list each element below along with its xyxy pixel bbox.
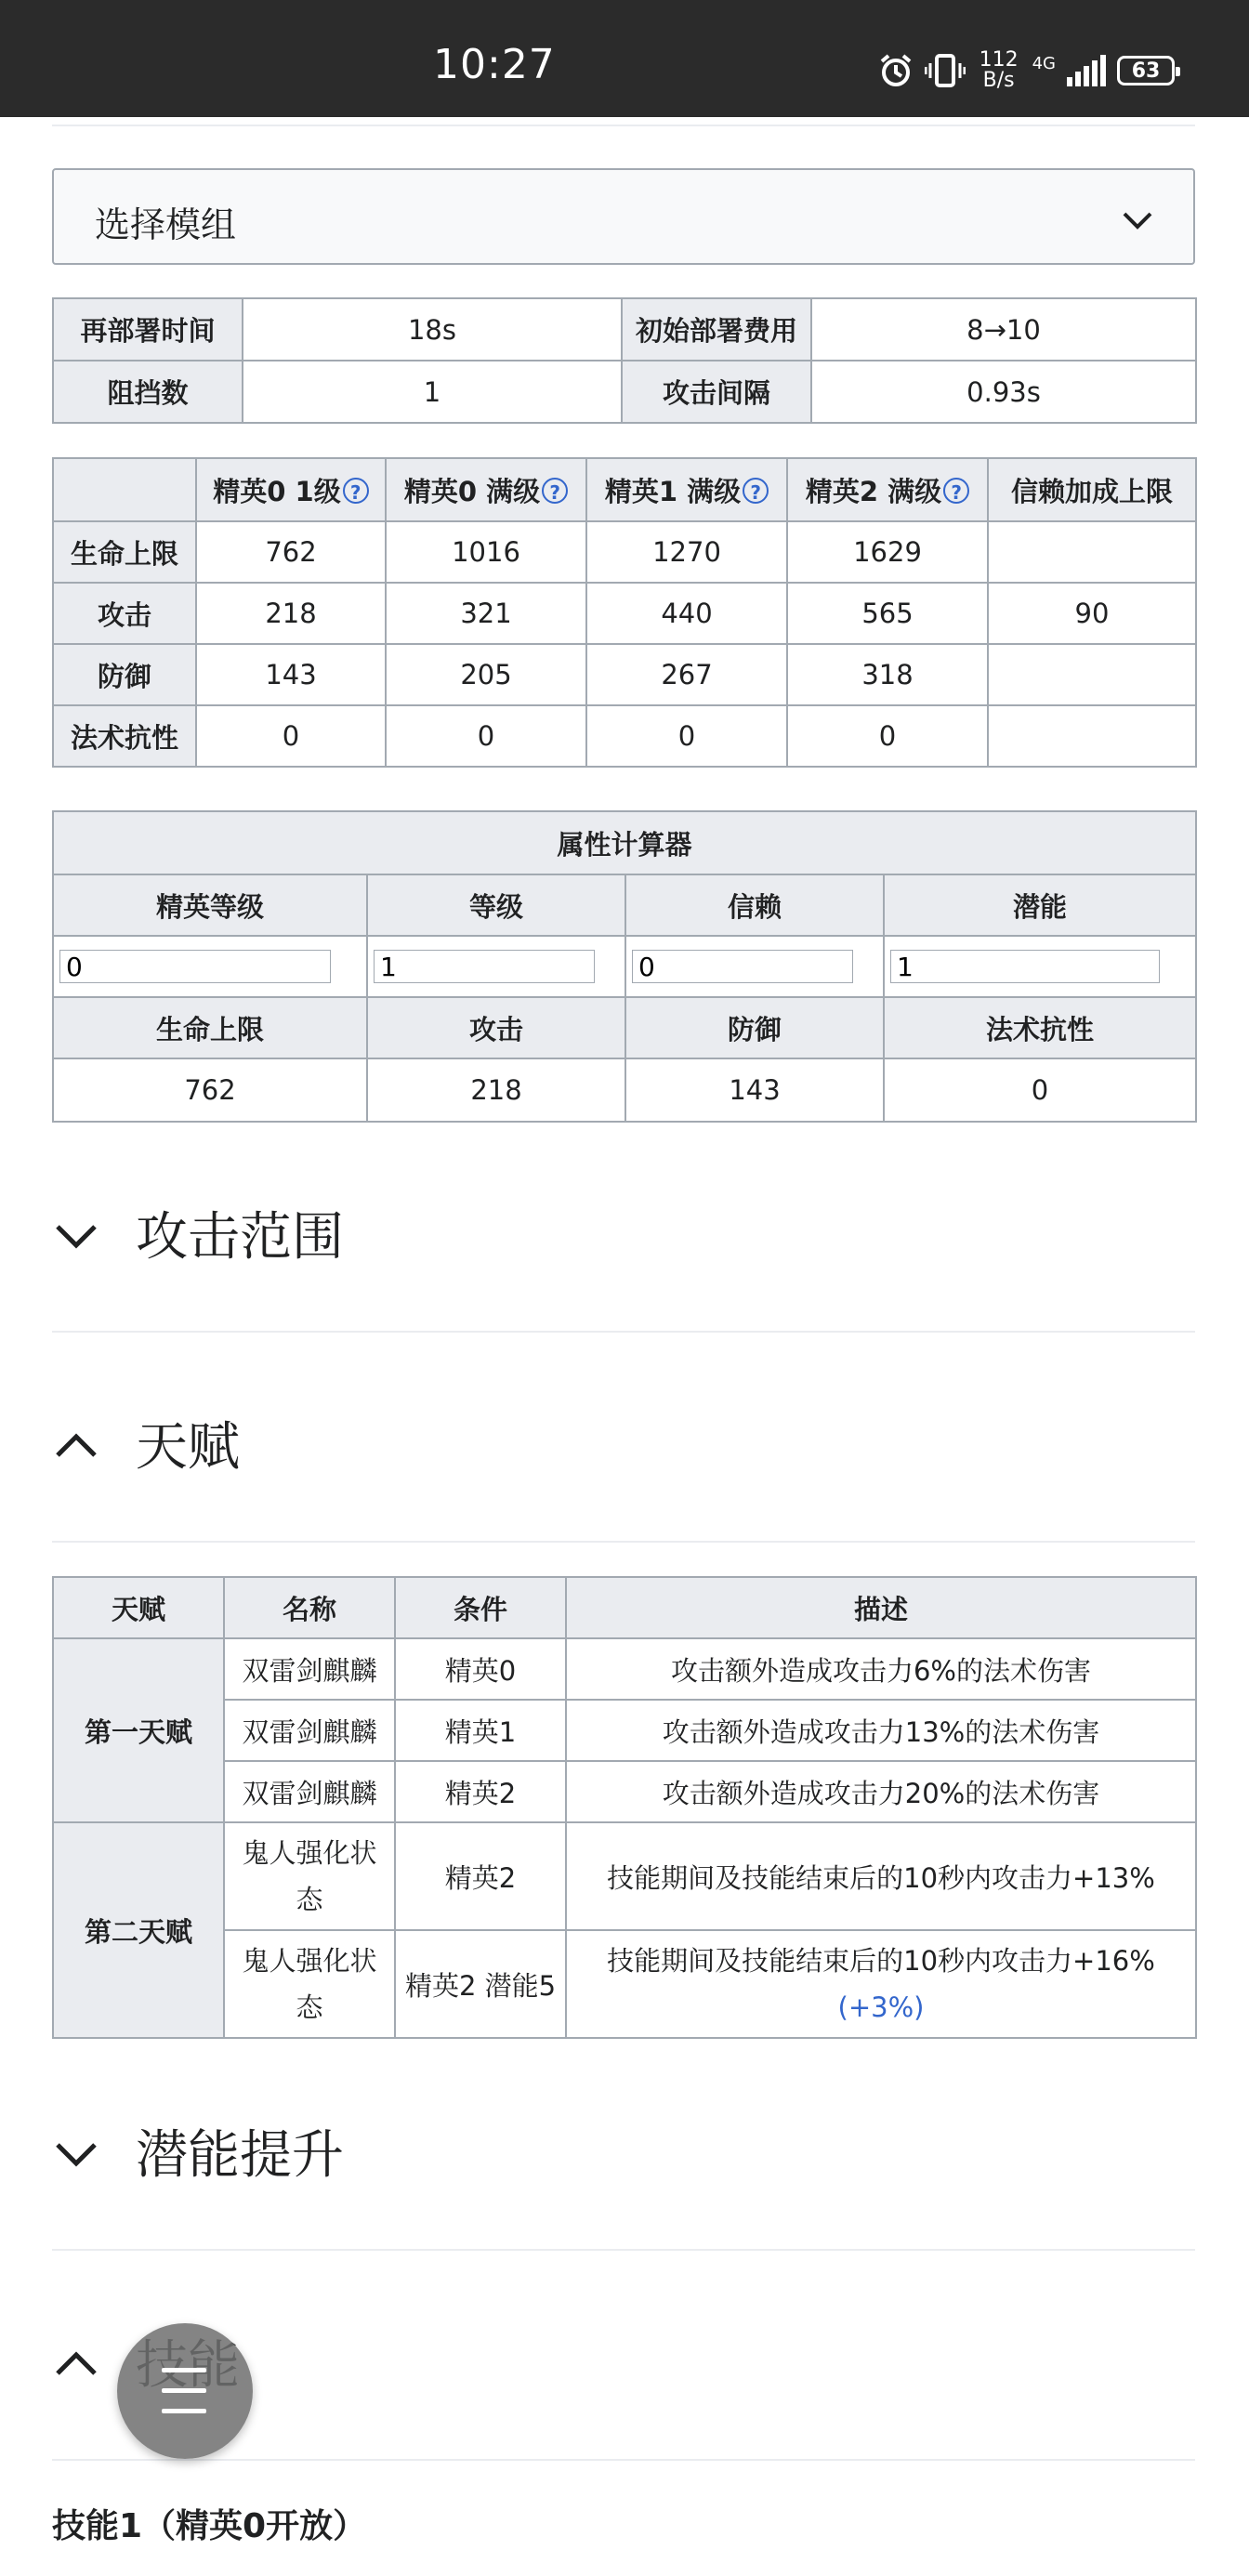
table-row	[53, 1700, 1196, 1761]
calc-header: 法术抗性	[884, 997, 1196, 1058]
cell: 267	[586, 644, 787, 705]
talent-name: 双雷剑麒麟	[224, 1638, 395, 1700]
section-potential[interactable]	[52, 2117, 1195, 2201]
alarm-icon	[878, 53, 914, 88]
stats-corner	[53, 458, 196, 521]
calc-header: 信赖	[625, 874, 884, 936]
chevron-up-icon	[52, 2340, 100, 2388]
cell: 90	[988, 583, 1196, 644]
talent-condition: 精英1	[395, 1700, 566, 1761]
cell: 1016	[386, 521, 586, 583]
calc-result: 762	[53, 1058, 367, 1122]
cell: 0	[787, 705, 988, 767]
talent-name: 双雷剑麒麟	[224, 1700, 395, 1761]
status-bar	[0, 0, 1249, 117]
cell: 1270	[586, 521, 787, 583]
chevron-down-icon	[52, 2130, 100, 2178]
table-row	[53, 583, 1196, 644]
stats-header: 精英0 1级 ?	[196, 458, 386, 521]
level-input[interactable]	[374, 950, 595, 983]
cell	[988, 705, 1196, 767]
talent-header: 描述	[566, 1577, 1196, 1638]
divider	[52, 2249, 1195, 2251]
deploy-table	[52, 297, 1197, 424]
redeploy-time-label: 再部署时间	[53, 298, 243, 361]
talent-header: 天赋	[53, 1577, 224, 1638]
section-title: 潜能提升	[136, 2125, 344, 2186]
section-title: 天赋	[136, 1417, 240, 1478]
table-row	[53, 644, 1196, 705]
block-count-label: 阻挡数	[53, 361, 243, 423]
stats-header: 信赖加成上限	[988, 458, 1196, 521]
help-icon[interactable]: ?	[743, 478, 769, 504]
status-icons	[878, 50, 1175, 91]
calc-header: 生命上限	[53, 997, 367, 1058]
deploy-cost-value: 8→10	[811, 298, 1196, 361]
divider	[52, 125, 1195, 126]
row-label: 防御	[53, 644, 196, 705]
divider	[52, 1331, 1195, 1333]
module-select[interactable]	[52, 168, 1195, 265]
talent-condition: 精英2	[395, 1822, 566, 1930]
trust-input[interactable]	[632, 950, 853, 983]
talent-description: 攻击额外造成攻击力6%的法术伤害	[566, 1638, 1196, 1700]
talent-description: 技能期间及技能结束后的10秒内攻击力+16% (+3%)	[566, 1930, 1196, 2038]
talent-name: 鬼人强化状态	[224, 1930, 395, 2038]
clock: 10:27	[433, 41, 556, 88]
stats-header: 精英0 满级 ?	[386, 458, 586, 521]
menu-icon	[162, 2368, 206, 2372]
calc-result: 218	[367, 1058, 625, 1122]
section-title: 攻击范围	[136, 1207, 344, 1268]
talent-header: 名称	[224, 1577, 395, 1638]
block-count-value: 1	[243, 361, 622, 423]
talent-group-first: 第一天赋	[53, 1638, 224, 1822]
divider	[52, 2459, 1195, 2461]
talent-table	[52, 1576, 1197, 2039]
talent-description: 攻击额外造成攻击力13%的法术伤害	[566, 1700, 1196, 1761]
section-attack-range[interactable]	[52, 1199, 1195, 1282]
calc-result: 143	[625, 1058, 884, 1122]
cell	[988, 521, 1196, 583]
cell: 565	[787, 583, 988, 644]
cell: 0	[586, 705, 787, 767]
signal-icon	[1067, 55, 1106, 86]
stats-header: 精英1 满级 ?	[586, 458, 787, 521]
talent-bonus: (+3%)	[837, 1991, 925, 2023]
chevron-up-icon	[52, 1422, 100, 1470]
table-row	[53, 1761, 1196, 1822]
help-icon[interactable]: ?	[343, 478, 369, 504]
potential-input[interactable]	[890, 950, 1160, 983]
calc-result: 0	[884, 1058, 1196, 1122]
calculator-title: 属性计算器	[53, 811, 1196, 874]
cell	[988, 644, 1196, 705]
cell: 218	[196, 583, 386, 644]
talent-description: 技能期间及技能结束后的10秒内攻击力+13%	[566, 1822, 1196, 1930]
cell: 143	[196, 644, 386, 705]
table-row	[53, 1638, 1196, 1700]
talent-condition: 精英2	[395, 1761, 566, 1822]
row-label: 生命上限	[53, 521, 196, 583]
attribute-calculator	[52, 810, 1197, 1123]
vibrate-icon	[925, 53, 966, 88]
calc-header: 攻击	[367, 997, 625, 1058]
help-icon[interactable]: ?	[943, 478, 969, 504]
module-select-label: 选择模组	[95, 204, 237, 245]
battery-icon: 63	[1117, 56, 1175, 85]
divider	[52, 1541, 1195, 1543]
calc-header: 等级	[367, 874, 625, 936]
chevron-down-icon	[52, 1212, 100, 1260]
section-talent[interactable]	[52, 1409, 1195, 1492]
talent-condition: 精英0	[395, 1638, 566, 1700]
calc-header: 防御	[625, 997, 884, 1058]
deploy-cost-label: 初始部署费用	[622, 298, 811, 361]
help-icon[interactable]: ?	[542, 478, 568, 504]
cell: 0	[196, 705, 386, 767]
network-type: 4G	[1032, 53, 1056, 73]
row-label: 攻击	[53, 583, 196, 644]
talent-group-second: 第二天赋	[53, 1822, 224, 2038]
talent-header: 条件	[395, 1577, 566, 1638]
cell: 318	[787, 644, 988, 705]
calc-header: 潜能	[884, 874, 1196, 936]
talent-condition: 精英2 潜能5	[395, 1930, 566, 2038]
skill-1-title: 技能1（精英0开放）	[52, 2507, 367, 2545]
row-label: 法术抗性	[53, 705, 196, 767]
calc-header: 精英等级	[53, 874, 367, 936]
table-row	[53, 1930, 1196, 2038]
talent-description: 攻击额外造成攻击力20%的法术伤害	[566, 1761, 1196, 1822]
chevron-down-icon	[1119, 202, 1156, 239]
stats-header: 精英2 满级 ?	[787, 458, 988, 521]
redeploy-time-value: 18s	[243, 298, 622, 361]
cell: 762	[196, 521, 386, 583]
stats-table	[52, 457, 1197, 768]
attack-interval-value: 0.93s	[811, 361, 1196, 423]
talent-name: 双雷剑麒麟	[224, 1761, 395, 1822]
table-row	[53, 521, 1196, 583]
cell: 0	[386, 705, 586, 767]
cell: 321	[386, 583, 586, 644]
cell: 205	[386, 644, 586, 705]
cell: 1629	[787, 521, 988, 583]
attack-interval-label: 攻击间隔	[622, 361, 811, 423]
table-row	[53, 1822, 1196, 1930]
elite-level-input[interactable]	[59, 950, 331, 983]
talent-name: 鬼人强化状态	[224, 1822, 395, 1930]
floating-menu-button[interactable]	[117, 2323, 253, 2459]
table-row	[53, 705, 1196, 767]
cell: 440	[586, 583, 787, 644]
net-speed: 112 B/s	[979, 48, 1019, 92]
